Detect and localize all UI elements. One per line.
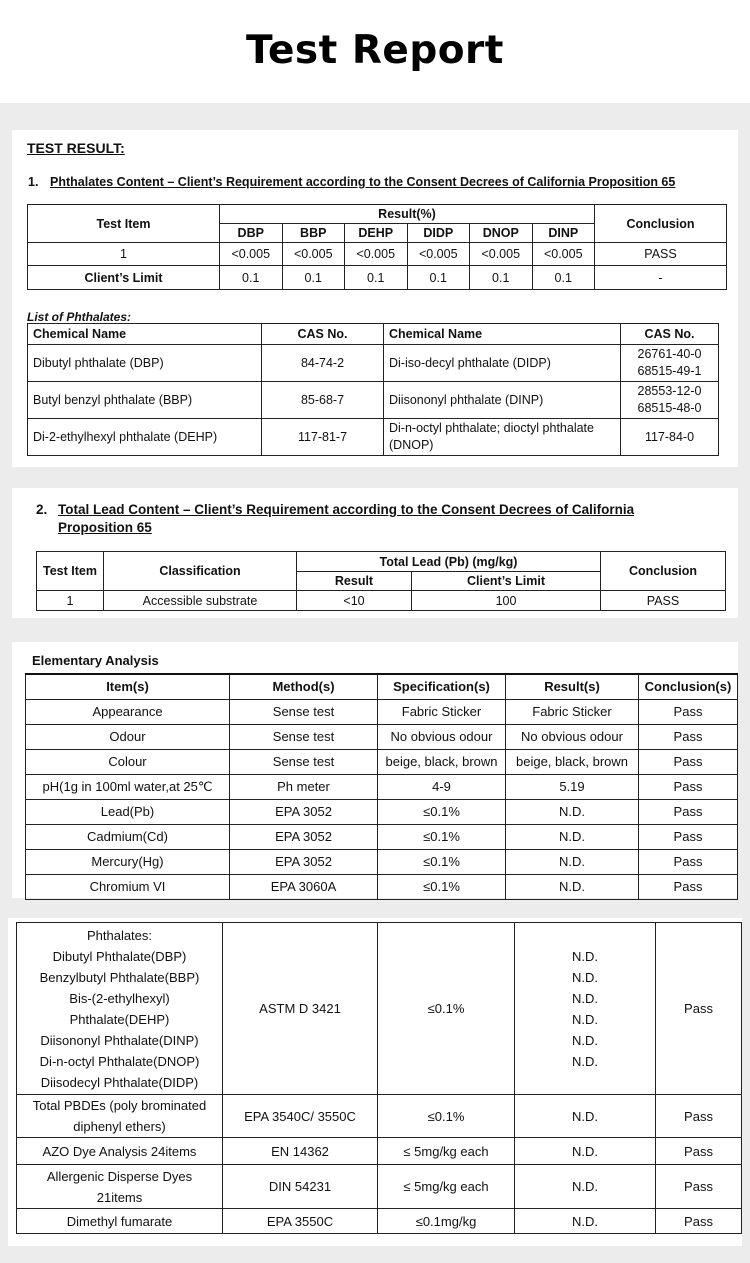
- cell: EPA 3052: [230, 799, 378, 824]
- cell: EPA 3060A: [230, 874, 378, 899]
- cell: Pass: [639, 749, 738, 774]
- section2-panel: [12, 488, 738, 618]
- table-row: [37, 591, 726, 611]
- chemical-name: Diisononyl phthalate (DINP): [384, 382, 621, 419]
- cell: Pass: [639, 699, 738, 724]
- column-header: Specification(s): [378, 674, 506, 699]
- column-header: Method(s): [230, 674, 378, 699]
- col-header: DNOP: [470, 224, 533, 243]
- conclusion-header: Conclusion: [601, 552, 726, 591]
- table-row: [17, 923, 742, 1095]
- lead-table: [36, 551, 726, 611]
- page-title: Test Report: [246, 28, 504, 73]
- item-line: Dibutyl Phthalate(DBP): [52, 948, 187, 964]
- cell: 5.19: [506, 774, 639, 799]
- cell: Lead(Pb): [26, 799, 230, 824]
- chemical-name: Dibutyl phthalate (DBP): [28, 345, 262, 382]
- table-row: [26, 749, 738, 774]
- cell: EPA 3540C/ 3550C: [223, 1095, 378, 1138]
- result-line: N.D.: [572, 990, 598, 1006]
- table-row: [17, 1095, 742, 1138]
- column-header: Result(s): [506, 674, 639, 699]
- table-row: [26, 849, 738, 874]
- test-result-heading: TEST RESULT:: [27, 140, 125, 156]
- section1-heading: Phthalates Content – Client’s Requirement according to the Consent Decrees of California Proposition 65: [50, 175, 676, 189]
- cas-no: 84-74-2: [262, 345, 384, 382]
- cell: ≤0.1%: [378, 799, 506, 824]
- cell: 4-9: [378, 774, 506, 799]
- cell: PASS: [595, 243, 727, 266]
- table-row: [26, 874, 738, 899]
- table-row: [17, 1138, 742, 1165]
- item-line: Bis-(2-ethylhexyl): [69, 990, 170, 1006]
- list-header: Chemical Name: [28, 324, 262, 345]
- list-header: Chemical Name: [384, 324, 621, 345]
- cas-line: 68515-48-0: [637, 401, 702, 415]
- cell: Pass: [639, 849, 738, 874]
- cas-line: 26761-40-0: [637, 346, 702, 361]
- item-line: Phthalates:: [86, 927, 153, 943]
- cell: <0.005: [282, 243, 345, 266]
- result-line: N.D.: [572, 948, 598, 964]
- phthalates-result-table: [27, 204, 727, 290]
- item-line: Diisononyl Phthalate(DINP): [40, 1032, 199, 1048]
- cell: Pass: [639, 874, 738, 899]
- cell: EN 14362: [223, 1138, 378, 1165]
- cell: ≤ 5mg/kg each: [378, 1138, 515, 1165]
- item-line: Benzylbutyl Phthalate(BBP): [39, 969, 200, 985]
- item-line: Allergenic Disperse Dyes: [46, 1168, 193, 1184]
- col-header: BBP: [282, 224, 345, 243]
- cell: N.D.: [515, 1209, 656, 1234]
- item-line: Di-n-octyl Phthalate(DNOP): [39, 1053, 200, 1069]
- result-header: Result(%): [220, 205, 595, 224]
- cell: 0.1: [407, 266, 470, 290]
- cell: EPA 3052: [230, 824, 378, 849]
- chemical-name: Di-2-ethylhexyl phthalate (DEHP): [28, 419, 262, 456]
- chemical-tests-table: [16, 922, 742, 1234]
- cell: Pass: [639, 724, 738, 749]
- cell: <0.005: [532, 243, 595, 266]
- elementary-title: Elementary Analysis: [32, 653, 159, 668]
- item-line: Phthalate(DEHP): [69, 1011, 170, 1027]
- cell: <0.005: [220, 243, 283, 266]
- cell: N.D.: [506, 874, 639, 899]
- cell: ≤0.1%: [378, 923, 515, 1095]
- cas-no: [621, 345, 719, 382]
- column-header: Item(s): [26, 674, 230, 699]
- result-line: N.D.: [572, 969, 598, 985]
- cell: ≤0.1%: [378, 849, 506, 874]
- cell: Pass: [639, 799, 738, 824]
- cell: Client’s Limit: [28, 266, 220, 290]
- section1-number: 1.: [28, 175, 39, 189]
- result-header: Result: [297, 572, 412, 591]
- cell: Chromium VI: [26, 874, 230, 899]
- cell: Pass: [639, 774, 738, 799]
- cell: N.D.: [506, 799, 639, 824]
- cell: Pass: [656, 1138, 742, 1165]
- cell: 0.1: [345, 266, 408, 290]
- test-item-header: Test Item: [37, 552, 104, 591]
- phthalates-list-table: [27, 323, 719, 456]
- lead-header: Total Lead (Pb) (mg/kg): [297, 552, 601, 572]
- chemical-name: Butyl benzyl phthalate (BBP): [28, 382, 262, 419]
- table-row: [26, 824, 738, 849]
- cas-no: [621, 382, 719, 419]
- cas-no: 117-81-7: [262, 419, 384, 456]
- item-cell: [17, 1165, 223, 1209]
- cell: pH(1g in 100ml water,at 25℃: [26, 774, 230, 799]
- table-row: [26, 799, 738, 824]
- phthalates-items: [17, 923, 223, 1095]
- cell: N.D.: [515, 1165, 656, 1209]
- results-cell: [515, 923, 656, 1095]
- cell: 0.1: [282, 266, 345, 290]
- cell: N.D.: [515, 1138, 656, 1165]
- cell: Mercury(Hg): [26, 849, 230, 874]
- name-line: Di-n-octyl phthalate; dioctyl phthalate: [389, 420, 594, 435]
- cell: Fabric Sticker: [378, 699, 506, 724]
- column-header: Conclusion(s): [639, 674, 738, 699]
- limit-header: Client’s Limit: [412, 572, 601, 591]
- list-title: List of Phthalates:: [27, 310, 132, 324]
- cell: AZO Dye Analysis 24items: [17, 1138, 223, 1165]
- cell: <0.005: [407, 243, 470, 266]
- table-row: [26, 724, 738, 749]
- cell: <10: [297, 591, 412, 611]
- cell: PASS: [601, 591, 726, 611]
- cell: Sense test: [230, 724, 378, 749]
- cell: Accessible substrate: [104, 591, 297, 611]
- result-line: N.D.: [572, 1011, 598, 1027]
- cell: <0.005: [470, 243, 533, 266]
- cell: N.D.: [506, 849, 639, 874]
- cell: Pass: [656, 1165, 742, 1209]
- cell: 0.1: [220, 266, 283, 290]
- cas-line: 28553-12-0: [637, 383, 702, 398]
- cell: beige, black, brown: [506, 749, 639, 774]
- section2-number: 2.: [36, 502, 48, 517]
- col-header: DEHP: [345, 224, 408, 243]
- cas-no: 85-68-7: [262, 382, 384, 419]
- cell: Appearance: [26, 699, 230, 724]
- section1-panel: [12, 130, 738, 467]
- table-row: [17, 1165, 742, 1209]
- elementary-panel: [12, 642, 738, 898]
- cell: EPA 3052: [230, 849, 378, 874]
- cell: 0.1: [470, 266, 533, 290]
- col-header: DINP: [532, 224, 595, 243]
- conclusion-header: Conclusion: [595, 205, 727, 243]
- cell: beige, black, brown: [378, 749, 506, 774]
- chemical-name: [384, 419, 621, 456]
- test-item-header: Test Item: [28, 205, 220, 243]
- cell: 1: [28, 243, 220, 266]
- item-line: Total PBDEs (poly brominated: [32, 1098, 207, 1113]
- cell: ASTM D 3421: [223, 923, 378, 1095]
- section2-heading-line2: Proposition 65: [58, 520, 152, 535]
- section2-heading-line1: Total Lead Content – Client’s Requirement according to the Consent Decrees of California: [58, 502, 635, 517]
- item-line: diphenyl ethers): [73, 1119, 166, 1134]
- table-row: [26, 699, 738, 724]
- table-row: [28, 345, 719, 382]
- list-header: CAS No.: [621, 324, 719, 345]
- cell: ≤0.1%: [378, 1095, 515, 1138]
- cell: Pass: [656, 923, 742, 1095]
- result-line: N.D.: [572, 1053, 598, 1069]
- cell: Pass: [656, 1095, 742, 1138]
- result-line: N.D.: [572, 1032, 598, 1048]
- item-line: 21items: [96, 1189, 143, 1205]
- col-header: DIDP: [407, 224, 470, 243]
- table-row: [17, 1209, 742, 1234]
- cell: Odour: [26, 724, 230, 749]
- cell: -: [595, 266, 727, 290]
- cell: DIN 54231: [223, 1165, 378, 1209]
- cell: Sense test: [230, 749, 378, 774]
- cell: No obvious odour: [378, 724, 506, 749]
- list-header: CAS No.: [262, 324, 384, 345]
- cell: Dimethyl fumarate: [17, 1209, 223, 1234]
- cell: Fabric Sticker: [506, 699, 639, 724]
- cell: N.D.: [506, 824, 639, 849]
- elementary-table: [25, 673, 738, 900]
- chemical-tests-panel: [8, 918, 742, 1246]
- cell: Sense test: [230, 699, 378, 724]
- cell: Colour: [26, 749, 230, 774]
- cell: Pass: [639, 824, 738, 849]
- cell: 100: [412, 591, 601, 611]
- item-cell: [17, 1095, 223, 1138]
- name-line: (DNOP): [389, 438, 434, 452]
- table-row: [28, 419, 719, 456]
- table-row: [26, 774, 738, 799]
- table-row: [28, 382, 719, 419]
- cell: ≤ 5mg/kg each: [378, 1165, 515, 1209]
- cell: ≤0.1%: [378, 874, 506, 899]
- cell: Ph meter: [230, 774, 378, 799]
- cell: 0.1: [532, 266, 595, 290]
- cas-no: 117-84-0: [621, 419, 719, 456]
- table-row: [28, 243, 727, 266]
- cell: Cadmium(Cd): [26, 824, 230, 849]
- classification-header: Classification: [104, 552, 297, 591]
- cell: ≤0.1mg/kg: [378, 1209, 515, 1234]
- cell: No obvious odour: [506, 724, 639, 749]
- col-header: DBP: [220, 224, 283, 243]
- cas-line: 68515-49-1: [637, 364, 702, 378]
- cell: EPA 3550C: [223, 1209, 378, 1234]
- cell: Pass: [656, 1209, 742, 1234]
- item-line: Diisodecyl Phthalate(DIDP): [40, 1074, 199, 1090]
- chemical-name: Di-iso-decyl phthalate (DIDP): [384, 345, 621, 382]
- cell: <0.005: [345, 243, 408, 266]
- cell: ≤0.1%: [378, 824, 506, 849]
- table-row: [28, 266, 727, 290]
- cell: 1: [37, 591, 104, 611]
- cell: N.D.: [515, 1095, 656, 1138]
